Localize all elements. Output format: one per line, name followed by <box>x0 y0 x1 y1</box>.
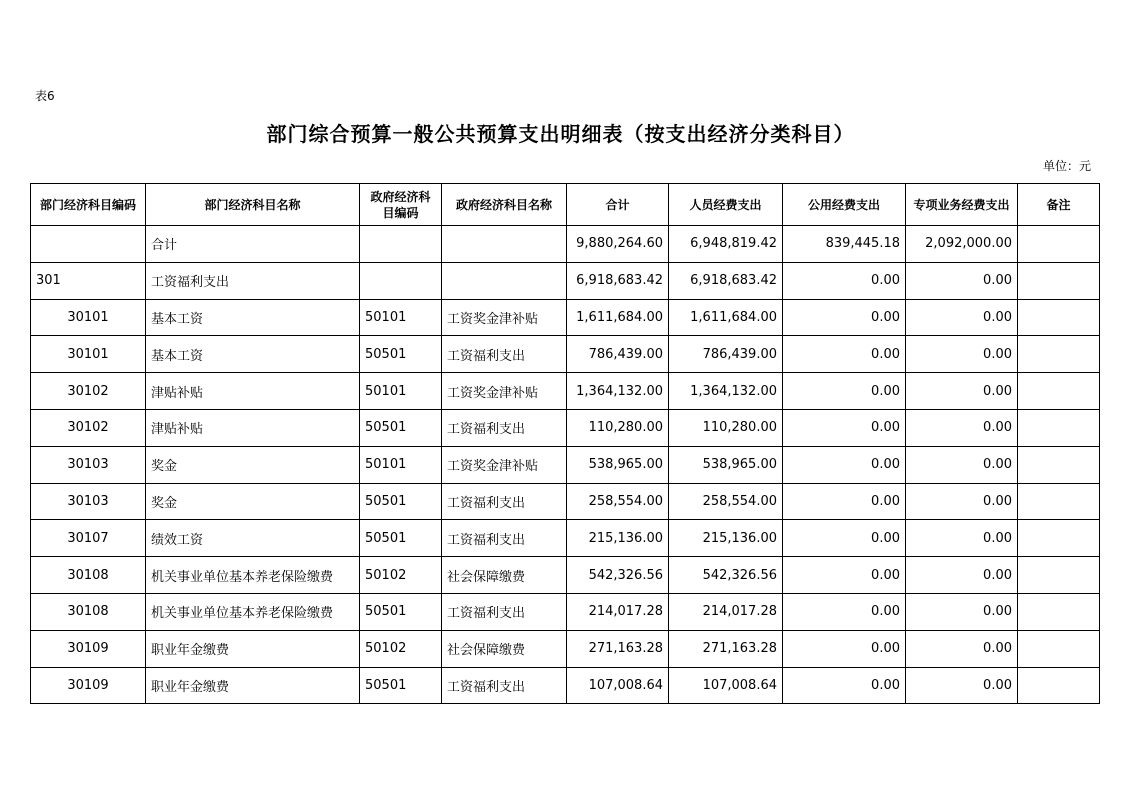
cell-special: 0.00 <box>906 593 1018 630</box>
cell-remark <box>1018 336 1100 373</box>
table-header <box>31 184 1100 226</box>
cell-public: 0.00 <box>783 409 906 446</box>
cell-personnel: 538,965.00 <box>669 446 783 483</box>
cell-remark <box>1018 667 1100 704</box>
cell-gov-name: 工资福利支出 <box>442 409 567 446</box>
total-row <box>31 226 1100 263</box>
cell-public: 0.00 <box>783 483 906 520</box>
table-row <box>31 630 1100 667</box>
cell-gov-code: 50101 <box>360 299 442 336</box>
cell-total: 271,163.28 <box>567 630 669 667</box>
table-row <box>31 336 1100 373</box>
cell-gov-name <box>442 226 567 263</box>
cell-public: 0.00 <box>783 336 906 373</box>
cell-gov-code <box>360 262 442 299</box>
header-public: 公用经费支出 <box>783 184 906 226</box>
cell-gov-code: 50501 <box>360 667 442 704</box>
cell-personnel: 6,948,819.42 <box>669 226 783 263</box>
cell-public: 839,445.18 <box>783 226 906 263</box>
cell-gov-code: 50501 <box>360 336 442 373</box>
cell-dept-code: 30108 <box>31 593 146 630</box>
cell-personnel: 258,554.00 <box>669 483 783 520</box>
cell-personnel: 1,611,684.00 <box>669 299 783 336</box>
cell-special: 0.00 <box>906 630 1018 667</box>
cell-dept-name: 绩效工资 <box>146 520 360 557</box>
cell-public: 0.00 <box>783 262 906 299</box>
cell-public: 0.00 <box>783 299 906 336</box>
cell-remark <box>1018 226 1100 263</box>
cell-personnel: 215,136.00 <box>669 520 783 557</box>
cell-remark <box>1018 409 1100 446</box>
cell-dept-code: 30102 <box>31 373 146 410</box>
table-row <box>31 373 1100 410</box>
cell-special: 0.00 <box>906 446 1018 483</box>
cell-public: 0.00 <box>783 593 906 630</box>
budget-detail-table <box>30 183 1100 704</box>
header-personnel: 人员经费支出 <box>669 184 783 226</box>
header-total: 合计 <box>567 184 669 226</box>
cell-public: 0.00 <box>783 630 906 667</box>
cell-dept-name: 机关事业单位基本养老保险缴费 <box>146 593 360 630</box>
header-dept-name: 部门经济科目名称 <box>146 184 360 226</box>
cell-gov-code: 50102 <box>360 630 442 667</box>
cell-total: 110,280.00 <box>567 409 669 446</box>
cell-dept-name: 奖金 <box>146 446 360 483</box>
cell-personnel: 1,364,132.00 <box>669 373 783 410</box>
cell-gov-code <box>360 226 442 263</box>
cell-dept-code: 30103 <box>31 446 146 483</box>
header-row <box>31 184 1100 226</box>
table-number-label: 表6 <box>35 89 55 103</box>
cell-dept-code: 30107 <box>31 520 146 557</box>
cell-dept-name: 职业年金缴费 <box>146 630 360 667</box>
cell-gov-code: 50501 <box>360 409 442 446</box>
table-row <box>31 483 1100 520</box>
cell-dept-name: 津贴补贴 <box>146 409 360 446</box>
cell-total: 1,364,132.00 <box>567 373 669 410</box>
cell-dept-name: 基本工资 <box>146 299 360 336</box>
cell-special: 0.00 <box>906 299 1018 336</box>
cell-personnel: 110,280.00 <box>669 409 783 446</box>
cell-dept-code: 30108 <box>31 557 146 594</box>
cell-gov-name: 工资福利支出 <box>442 336 567 373</box>
cell-dept-code: 30101 <box>31 299 146 336</box>
cell-gov-code: 50501 <box>360 520 442 557</box>
cell-dept-name: 职业年金缴费 <box>146 667 360 704</box>
cell-special: 0.00 <box>906 373 1018 410</box>
table-row <box>31 593 1100 630</box>
table-row <box>31 667 1100 704</box>
cell-total: 1,611,684.00 <box>567 299 669 336</box>
cell-public: 0.00 <box>783 446 906 483</box>
cell-gov-code: 50102 <box>360 557 442 594</box>
header-gov-code: 政府经济科目编码 <box>360 184 442 226</box>
cell-total: 542,326.56 <box>567 557 669 594</box>
cell-special: 0.00 <box>906 336 1018 373</box>
cell-dept-code: 30103 <box>31 483 146 520</box>
cell-gov-name: 工资福利支出 <box>442 483 567 520</box>
cell-special: 2,092,000.00 <box>906 226 1018 263</box>
cell-dept-code <box>31 226 146 263</box>
cell-gov-name: 工资奖金津补贴 <box>442 373 567 410</box>
cell-gov-name: 工资福利支出 <box>442 520 567 557</box>
cell-total: 107,008.64 <box>567 667 669 704</box>
cell-gov-code: 50101 <box>360 446 442 483</box>
cell-special: 0.00 <box>906 520 1018 557</box>
cell-personnel: 542,326.56 <box>669 557 783 594</box>
cell-remark <box>1018 630 1100 667</box>
table-body <box>31 226 1100 704</box>
cell-gov-code: 50501 <box>360 593 442 630</box>
cell-personnel: 6,918,683.42 <box>669 262 783 299</box>
cell-total: 786,439.00 <box>567 336 669 373</box>
cell-total: 538,965.00 <box>567 446 669 483</box>
cell-dept-name: 奖金 <box>146 483 360 520</box>
cell-gov-name: 工资福利支出 <box>442 667 567 704</box>
cell-remark <box>1018 593 1100 630</box>
header-remark: 备注 <box>1018 184 1100 226</box>
cell-personnel: 786,439.00 <box>669 336 783 373</box>
cell-gov-name: 工资奖金津补贴 <box>442 299 567 336</box>
cell-remark <box>1018 557 1100 594</box>
cell-total: 214,017.28 <box>567 593 669 630</box>
table-row <box>31 409 1100 446</box>
cell-total: 215,136.00 <box>567 520 669 557</box>
cell-dept-code: 30101 <box>31 336 146 373</box>
cell-public: 0.00 <box>783 667 906 704</box>
cell-gov-name: 社会保障缴费 <box>442 630 567 667</box>
cell-personnel: 107,008.64 <box>669 667 783 704</box>
cell-remark <box>1018 373 1100 410</box>
cell-remark <box>1018 446 1100 483</box>
cell-special: 0.00 <box>906 409 1018 446</box>
cell-gov-code: 50501 <box>360 483 442 520</box>
cell-gov-name <box>442 262 567 299</box>
cell-special: 0.00 <box>906 667 1018 704</box>
header-dept-code: 部门经济科目编码 <box>31 184 146 226</box>
table-row <box>31 262 1100 299</box>
cell-remark <box>1018 262 1100 299</box>
cell-total: 258,554.00 <box>567 483 669 520</box>
cell-dept-code: 301 <box>31 262 146 299</box>
cell-personnel: 271,163.28 <box>669 630 783 667</box>
cell-remark <box>1018 520 1100 557</box>
cell-dept-name: 工资福利支出 <box>146 262 360 299</box>
cell-gov-name: 社会保障缴费 <box>442 557 567 594</box>
table-row <box>31 557 1100 594</box>
cell-dept-name: 机关事业单位基本养老保险缴费 <box>146 557 360 594</box>
cell-gov-code: 50101 <box>360 373 442 410</box>
document-title: 部门综合预算一般公共预算支出明细表（按支出经济分类科目） <box>266 122 855 146</box>
unit-label: 单位：元 <box>1042 159 1091 173</box>
table-row <box>31 520 1100 557</box>
cell-dept-code: 30109 <box>31 630 146 667</box>
cell-gov-name: 工资奖金津补贴 <box>442 446 567 483</box>
cell-dept-name: 合计 <box>146 226 360 263</box>
cell-special: 0.00 <box>906 262 1018 299</box>
cell-personnel: 214,017.28 <box>669 593 783 630</box>
table-row <box>31 299 1100 336</box>
header-gov-name: 政府经济科目名称 <box>442 184 567 226</box>
cell-remark <box>1018 483 1100 520</box>
cell-remark <box>1018 299 1100 336</box>
cell-public: 0.00 <box>783 557 906 594</box>
cell-public: 0.00 <box>783 373 906 410</box>
table-row <box>31 446 1100 483</box>
cell-dept-code: 30102 <box>31 409 146 446</box>
cell-special: 0.00 <box>906 557 1018 594</box>
cell-total: 9,880,264.60 <box>567 226 669 263</box>
cell-dept-code: 30109 <box>31 667 146 704</box>
cell-gov-name: 工资福利支出 <box>442 593 567 630</box>
cell-dept-name: 津贴补贴 <box>146 373 360 410</box>
cell-total: 6,918,683.42 <box>567 262 669 299</box>
header-special: 专项业务经费支出 <box>906 184 1018 226</box>
cell-dept-name: 基本工资 <box>146 336 360 373</box>
cell-special: 0.00 <box>906 483 1018 520</box>
cell-public: 0.00 <box>783 520 906 557</box>
